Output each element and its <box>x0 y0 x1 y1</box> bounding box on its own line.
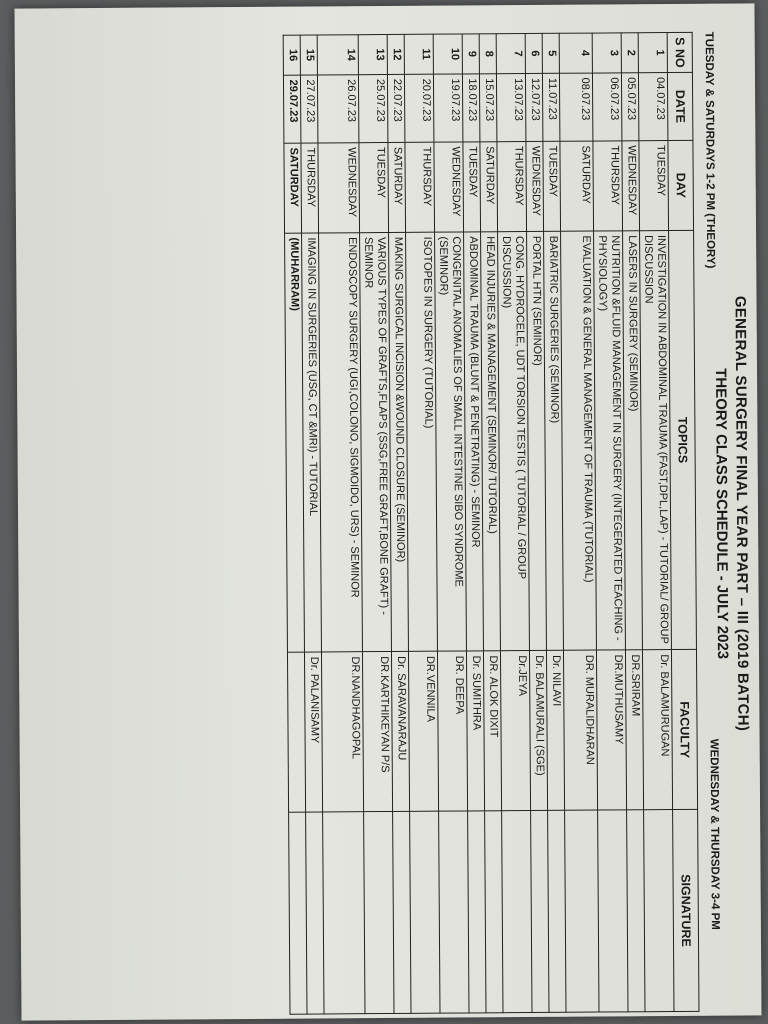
row-topic: IMAGING IN SURGERIES (USG, CT &MRI) - TUTORIAL <box>302 233 322 652</box>
paper-sheet <box>14 3 761 1020</box>
row-topic: CONG. HYDROCELE, UDT TORSION TESTIS ( TUTORIAL / GROUP DISCUSSION) <box>498 231 530 651</box>
row-faculty: Dr. PALANISAMY <box>304 652 322 812</box>
row-signature <box>485 811 503 1013</box>
row-sno: 2 <box>621 33 638 73</box>
row-day: TUESDAY <box>543 141 561 231</box>
row-sno: 4 <box>559 33 592 73</box>
table-row <box>317 35 365 1014</box>
row-signature <box>598 810 628 1012</box>
row-signature <box>468 811 486 1013</box>
row-topic: (MUHARRAM) <box>285 233 305 652</box>
row-date: 26.07.23 <box>317 75 358 143</box>
row-sno: 15 <box>300 35 317 75</box>
header-signature: SIGNATURE <box>673 810 699 1012</box>
row-day: WEDNESDAY <box>318 143 360 233</box>
row-date: 15.07.23 <box>479 74 496 142</box>
row-topic: BARIATRIC SURGERIES (SEMINOR) <box>544 231 564 650</box>
row-faculty: Dr. SUMITHRA <box>466 651 484 811</box>
row-signature <box>548 810 566 1012</box>
table-row <box>559 33 599 1012</box>
schedule-table <box>283 32 700 1015</box>
row-topic: HEAD INJURIES & MANAGEMENT (SEMINOR/ TUTORIAL) <box>481 232 501 651</box>
row-day: WEDNESDAY <box>434 142 464 232</box>
row-signature <box>323 812 365 1014</box>
row-faculty <box>287 652 305 812</box>
row-day: WEDNESDAY <box>526 141 544 231</box>
row-sno: 3 <box>592 33 621 73</box>
row-day: SATURDAY <box>388 142 406 232</box>
row-topic: ENDOSCOPY SURGERY (UGI,COLONO, SIGMOIDO, URS) - SEMINOR <box>319 233 363 653</box>
row-date: 11.07.23 <box>542 73 559 141</box>
row-topic: EVALUATION & GENERAL MANAGEMENT OF TRAUMA (TUTORIAL) <box>561 231 597 651</box>
row-sno: 5 <box>542 33 559 73</box>
row-sno: 9 <box>462 34 479 74</box>
row-day: WEDNESDAY <box>622 141 640 231</box>
row-topic: ISOTOPES IN SURGERY (TUTORIAL) <box>406 232 438 652</box>
row-faculty: Dr. BALAMURUGAN <box>642 650 672 810</box>
row-sno: 11 <box>404 34 433 74</box>
row-signature <box>306 812 324 1014</box>
row-faculty: Dr. BALAMURALI (SGE) <box>529 651 547 811</box>
row-date: 18.07.23 <box>462 74 479 142</box>
row-signature <box>393 812 411 1014</box>
row-date: 20.07.23 <box>404 74 433 142</box>
row-signature <box>364 812 394 1014</box>
row-topic: MAKING SURGICAL INCISION &WOUND CLOSURE (SEMINOR) <box>389 232 409 651</box>
row-date: 13.07.23 <box>496 73 525 141</box>
row-sno: 13 <box>358 34 387 74</box>
row-topic: VARIOUS TYPES OF GRAFTS,FLAPS (SSG,FREE GRAFT,BONE GRAFT) - SEMINOR <box>360 232 392 652</box>
row-topic: CONGENITAL ANOMALIES OF SMALL INTESTINE SIBO SYNDROME (SEMINOR) <box>435 232 467 652</box>
row-sno: 8 <box>479 34 496 74</box>
row-date: 04.07.23 <box>638 73 667 141</box>
row-sno: 6 <box>525 33 542 73</box>
row-topic: NUTRITION &FLUID MANAGEMENT IN SURGERY (INTEGERATED TEACHING - PHYSIOLOGY) <box>594 231 626 651</box>
row-faculty: DR. MURALIDHARAN <box>563 650 597 810</box>
row-faculty: DR.KARTHIKEYAN P/S <box>362 652 392 812</box>
row-topic: LASERS IN SURGERY (SEMINOR) <box>623 231 643 650</box>
header-topics: TOPICS <box>669 230 697 650</box>
row-faculty: Dr.JEYA <box>500 651 530 811</box>
row-sno: 1 <box>638 33 667 73</box>
row-day: TUESDAY <box>639 140 669 230</box>
row-date: 19.07.23 <box>433 74 462 142</box>
row-faculty: DR.VENNILA <box>408 651 438 811</box>
row-sno: 16 <box>283 35 300 75</box>
theory-timing-note: TUESDAY & SATURDAYS 1-2 PM (THEORY) <box>702 31 717 269</box>
row-signature <box>644 810 674 1012</box>
row-day: THURSDAY <box>405 142 435 232</box>
row-topic: INVESTIGATION IN ABDOMINAL TRAUMA (FAST,DPL,LAP) - TUTORIAL/ GROUP DISCUSSION <box>640 230 672 650</box>
row-signature <box>439 811 469 1013</box>
row-sno: 12 <box>387 34 404 74</box>
row-sno: 10 <box>433 34 462 74</box>
header-day: DAY <box>668 140 694 230</box>
row-signature <box>565 810 599 1012</box>
row-day: THURSDAY <box>497 141 527 231</box>
row-sno: 7 <box>496 34 525 74</box>
document-subtitle: THEORY CLASS SCHEDULE - JULY 2023 <box>712 368 732 660</box>
row-faculty: Dr. SARAVANARAJU <box>391 652 409 812</box>
row-faculty: DR.MUTHUSAMY <box>596 650 626 810</box>
row-date: 06.07.23 <box>592 73 621 141</box>
row-date: 27.07.23 <box>300 75 317 143</box>
row-date: 29.07.23 <box>283 75 300 143</box>
schedule-document <box>14 3 761 1020</box>
row-topic: ABDOMINAL TRAUMA (BLUNT & PENETRATING) - SEMINOR <box>464 232 484 651</box>
row-faculty: DR. DEEPA <box>437 651 467 811</box>
header-date: DATE <box>667 72 692 140</box>
row-signature <box>410 811 440 1013</box>
header-faculty: FACULTY <box>671 650 697 810</box>
row-day: SATURDAY <box>284 143 302 233</box>
row-day: TUESDAY <box>463 142 481 232</box>
row-day: SATURDAY <box>480 142 498 232</box>
row-date: 22.07.23 <box>387 74 404 142</box>
row-day: THURSDAY <box>593 141 623 231</box>
row-day: SATURDAY <box>560 141 594 231</box>
row-day: TUESDAY <box>359 142 389 232</box>
row-faculty: Dr. NILAVI <box>546 651 564 811</box>
row-signature <box>289 812 307 1014</box>
row-date: 08.07.23 <box>559 73 592 141</box>
row-signature <box>531 811 549 1013</box>
row-faculty: DR.NANDHAGOPAL <box>321 652 363 812</box>
row-date: 12.07.23 <box>525 73 542 141</box>
wed-thu-timing-note: WEDNESDAY & THURSDAY 3-4 PM <box>707 738 721 930</box>
row-day: THURSDAY <box>301 143 319 233</box>
row-sno: 14 <box>317 35 358 75</box>
row-date: 25.07.23 <box>358 74 387 142</box>
row-faculty: DR.SRIRAM <box>625 650 643 810</box>
row-signature <box>502 811 532 1013</box>
row-signature <box>627 810 645 1012</box>
document-title: GENERAL SURGERY FINAL YEAR PART – III (2019 BATCH) <box>731 295 752 732</box>
row-faculty: DR. ALOK DIXIT <box>483 651 501 811</box>
row-date: 05.07.23 <box>621 73 638 141</box>
header-sno: S NO <box>667 32 692 72</box>
row-topic: PORTAL HTN (SEMINOR) <box>527 231 547 650</box>
